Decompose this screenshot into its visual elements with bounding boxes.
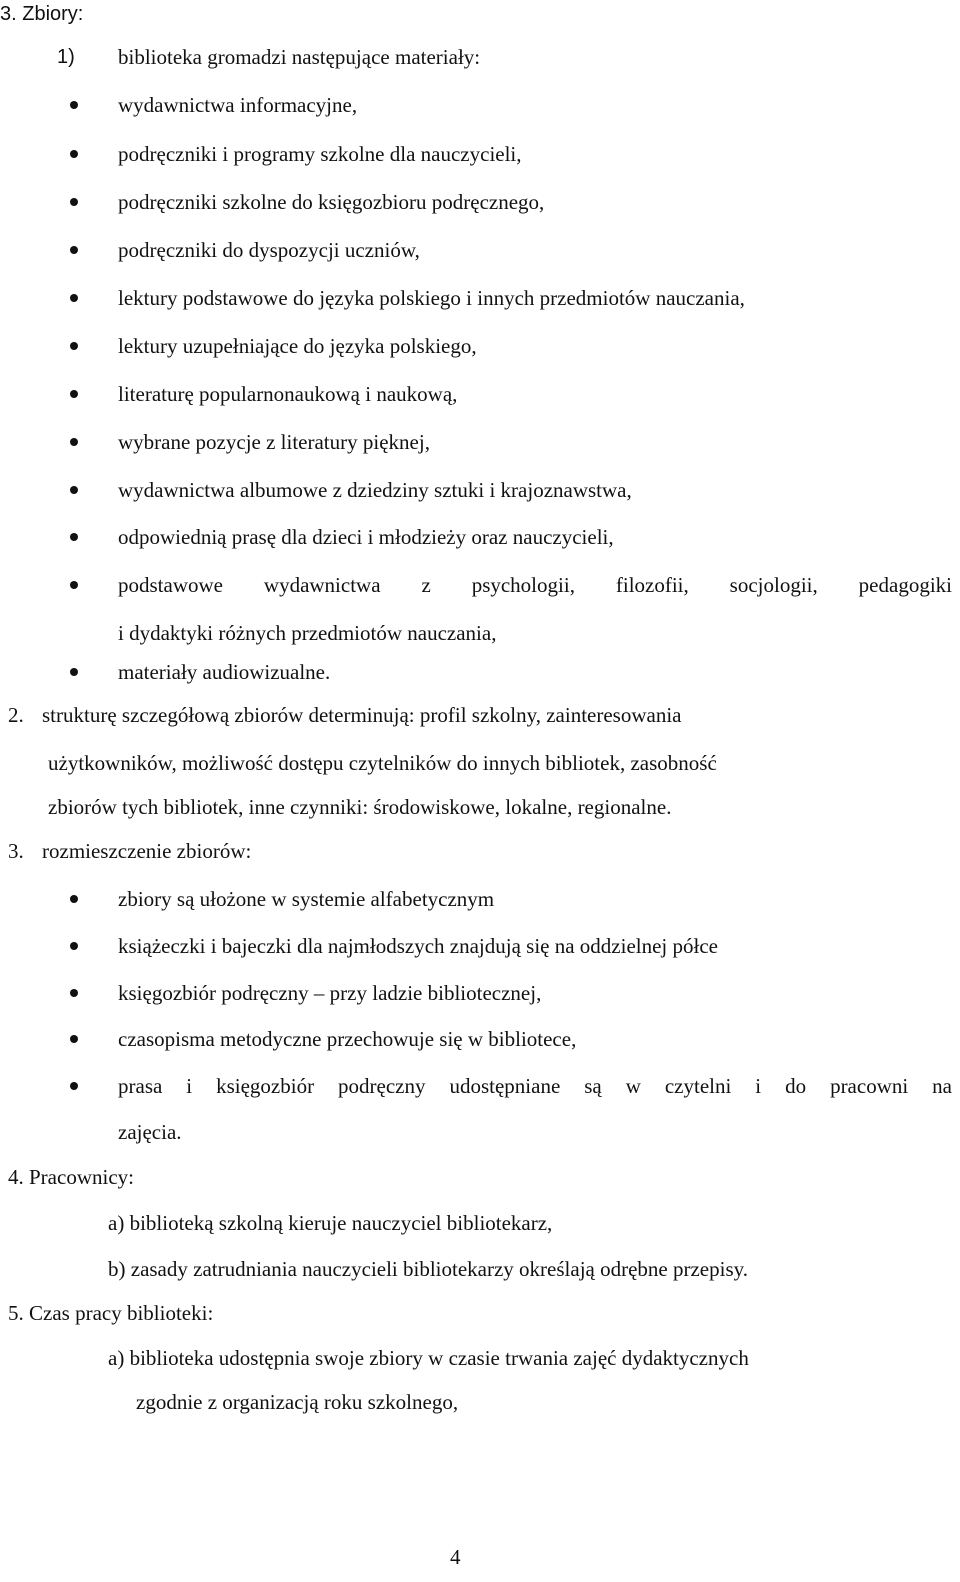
list-item: wydawnictwa informacyjne,	[118, 93, 358, 117]
bullet-icon	[70, 294, 78, 302]
list-item: książeczki i bajeczki dla najmłodszych znajdują się na oddzielnej półce	[118, 934, 718, 958]
bullet-icon	[70, 533, 78, 541]
bullet-icon	[70, 581, 78, 589]
list-item: wybrane pozycje z literatury pięknej,	[118, 430, 430, 454]
item-1-label: 1)	[57, 46, 75, 68]
bullet-icon	[70, 438, 78, 446]
page-number: 4	[450, 1545, 461, 1569]
item-2-label: 2.	[8, 703, 24, 727]
bullet-icon	[70, 989, 78, 997]
list-item: lektury uzupełniające do języka polskiego,	[118, 334, 477, 358]
bullet-icon	[70, 342, 78, 350]
bullet-icon	[70, 895, 78, 903]
list-item: podręczniki i programy szkolne dla nauczycieli,	[118, 142, 522, 166]
list-item: literaturę popularnonaukową i naukową,	[118, 382, 458, 406]
list-item: a) biblioteka udostępnia swoje zbiory w czasie trwania zajęć dydaktycznych	[108, 1346, 749, 1370]
bullet-icon	[70, 486, 78, 494]
list-item: wydawnictwa albumowe z dziedziny sztuki i krajoznawstwa,	[118, 478, 632, 502]
bullet-icon	[70, 942, 78, 950]
list-item: podręczniki szkolne do księgozbioru podręcznego,	[118, 190, 545, 214]
list-item: czasopisma metodyczne przechowuje się w bibliotece,	[118, 1027, 577, 1051]
item-3-label: 3.	[8, 839, 24, 863]
bullet-icon	[70, 668, 78, 676]
bullet-icon	[70, 198, 78, 206]
bullet-icon	[70, 390, 78, 398]
list-item: zbiory są ułożone w systemie alfabetycznym	[118, 887, 495, 911]
list-item: b) zasady zatrudniania nauczycieli bibliotekarzy określają odrębne przepisy.	[108, 1257, 749, 1281]
list-item-continuation: zgodnie z organizacją roku szkolnego,	[136, 1390, 459, 1414]
list-item: lektury podstawowe do języka polskiego i innych przedmiotów nauczania,	[118, 286, 745, 310]
list-item: podstawowe wydawnictwa z psychologii, filozofii, socjologii, pedagogiki	[118, 573, 952, 597]
list-item-continuation: i dydaktyki różnych przedmiotów nauczania,	[118, 621, 497, 645]
list-item: księgozbiór podręczny – przy ladzie bibliotecznej,	[118, 981, 542, 1005]
bullet-icon	[70, 101, 78, 109]
list-item: podręczniki do dyspozycji uczniów,	[118, 238, 420, 262]
section-4-heading: 4. Pracownicy:	[8, 1165, 134, 1189]
list-item: a) biblioteką szkolną kieruje nauczyciel bibliotekarz,	[108, 1211, 553, 1235]
section-5-heading: 5. Czas pracy biblioteki:	[8, 1301, 214, 1325]
item-3-text: rozmieszczenie zbiorów:	[42, 839, 252, 863]
item-1-text: biblioteka gromadzi następujące materiały:	[118, 45, 481, 69]
paragraph-line: strukturę szczegółową zbiorów determinują: profil szkolny, zainteresowania	[42, 703, 682, 727]
list-item: materiały audiowizualne.	[118, 660, 331, 684]
paragraph-line: zbiorów tych bibliotek, inne czynniki: środowiskowe, lokalne, regionalne.	[48, 795, 672, 819]
list-item: prasa i księgozbiór podręczny udostępniane są w czytelni i do pracowni na	[118, 1074, 952, 1098]
bullet-icon	[70, 246, 78, 254]
bullet-icon	[70, 150, 78, 158]
bullet-icon	[70, 1035, 78, 1043]
list-item-continuation: zajęcia.	[118, 1120, 182, 1144]
paragraph-line: użytkowników, możliwość dostępu czytelników do innych bibliotek, zasobność	[48, 751, 717, 775]
section-3-heading: 3. Zbiory:	[0, 3, 84, 25]
list-item: odpowiednią prasę dla dzieci i młodzieży oraz nauczycieli,	[118, 525, 614, 549]
bullet-icon	[70, 1082, 78, 1090]
